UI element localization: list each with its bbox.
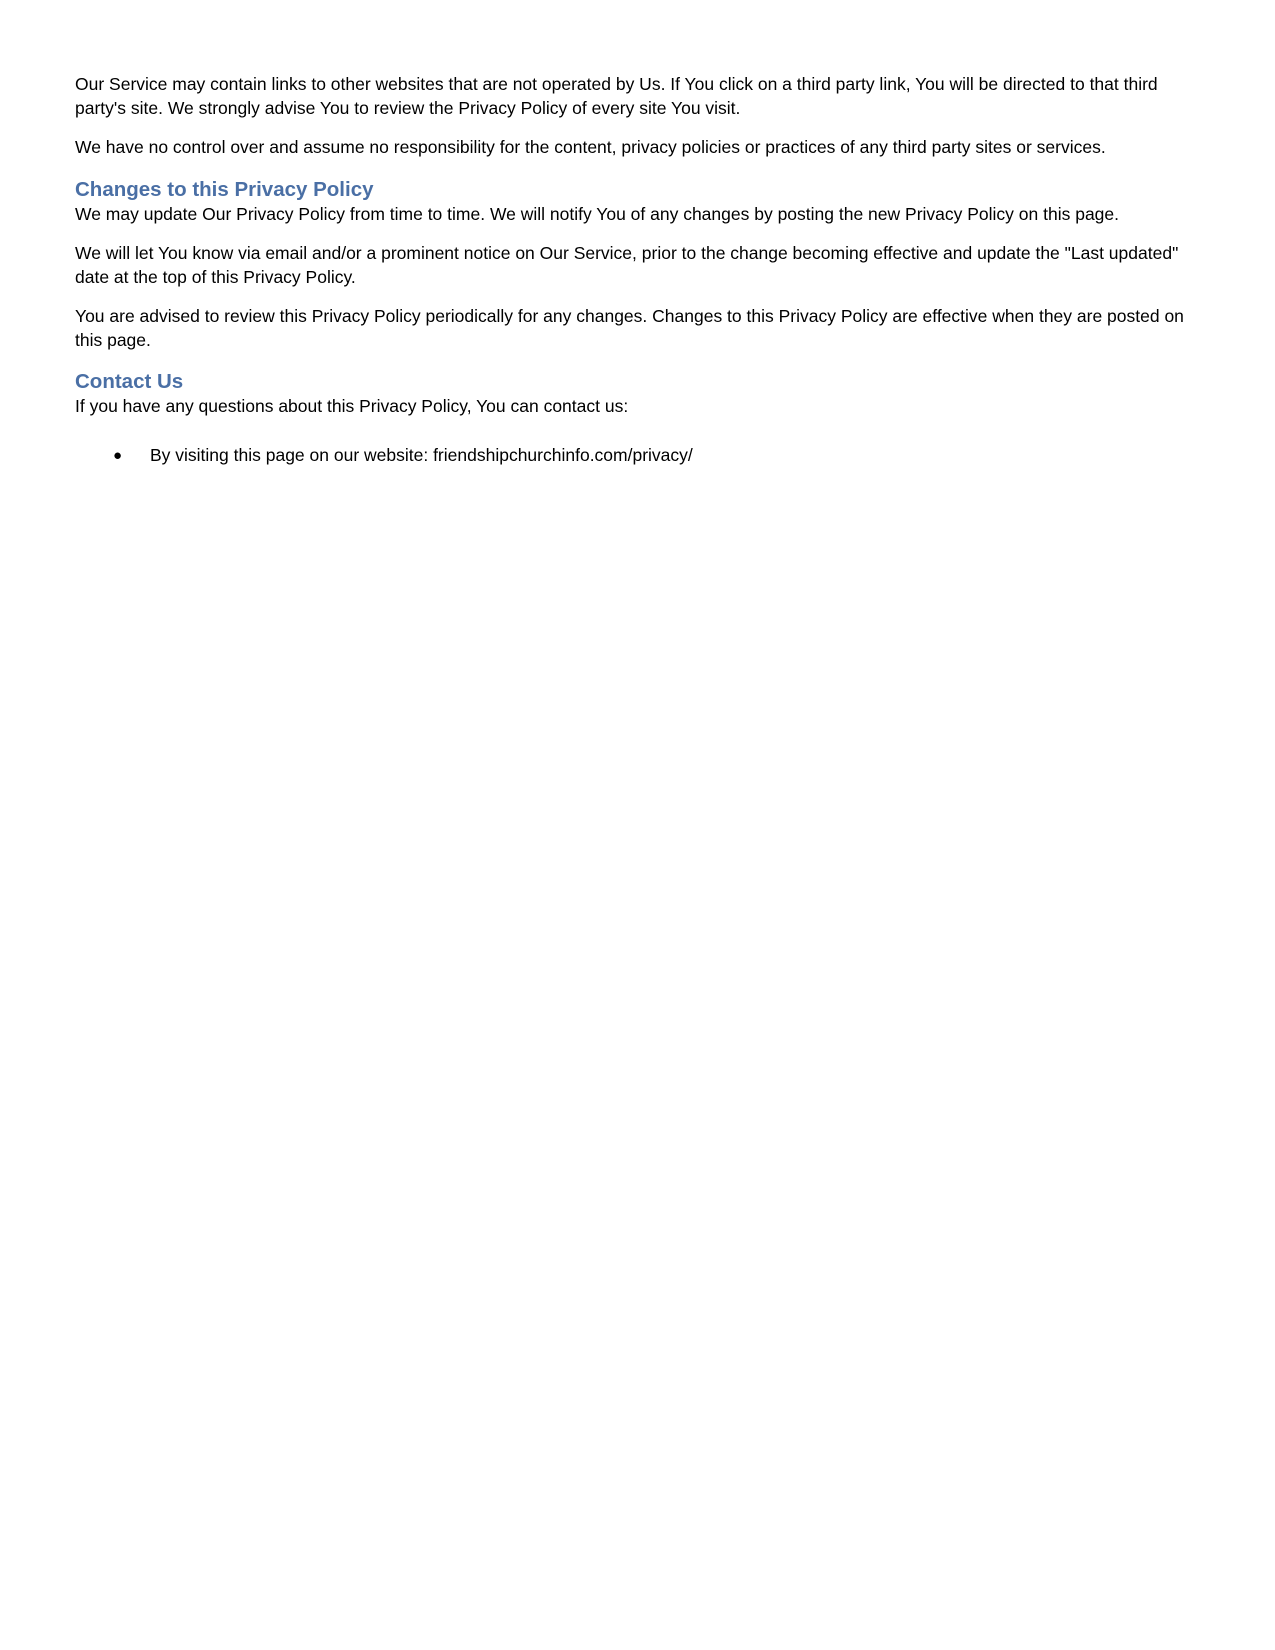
- paragraph-changes-review: You are advised to review this Privacy Policy periodically for any changes. Changes to this Privacy Policy are effective when they are posted on this page.: [75, 306, 1184, 350]
- paragraph-changes-notice: We will let You know via email and/or a prominent notice on Our Service, prior to the change becoming effective and update the "Last updated" date at the top of this Privacy Policy.: [75, 243, 1179, 287]
- bullet-icon: ●: [113, 446, 123, 464]
- document-page: [75, 73, 1205, 467]
- list-item: [75, 444, 1205, 468]
- paragraph-no-control: We have no control over and assume no responsibility for the content, privacy policies or practices of any third party sites or services.: [75, 137, 1106, 157]
- paragraph-third-party-links: Our Service may contain links to other websites that are not operated by Us. If You click on a third party link, You will be directed to that third party's site. We strongly advise You to review the Privacy Policy of every site You visit.: [75, 74, 1158, 118]
- contact-list: [75, 444, 1205, 468]
- paragraph-changes-update: We may update Our Privacy Policy from time to time. We will notify You of any changes by posting the new Privacy Policy on this page.: [75, 203, 1120, 224]
- paragraph-contact-intro: If you have any questions about this Privacy Policy, You can contact us:: [75, 396, 629, 416]
- heading-changes: Changes to this Privacy Policy: [75, 177, 374, 201]
- contact-website-text: By visiting this page on our website: friendshipchurchinfo.com/privacy/: [150, 444, 693, 465]
- heading-contact: Contact Us: [75, 370, 184, 393]
